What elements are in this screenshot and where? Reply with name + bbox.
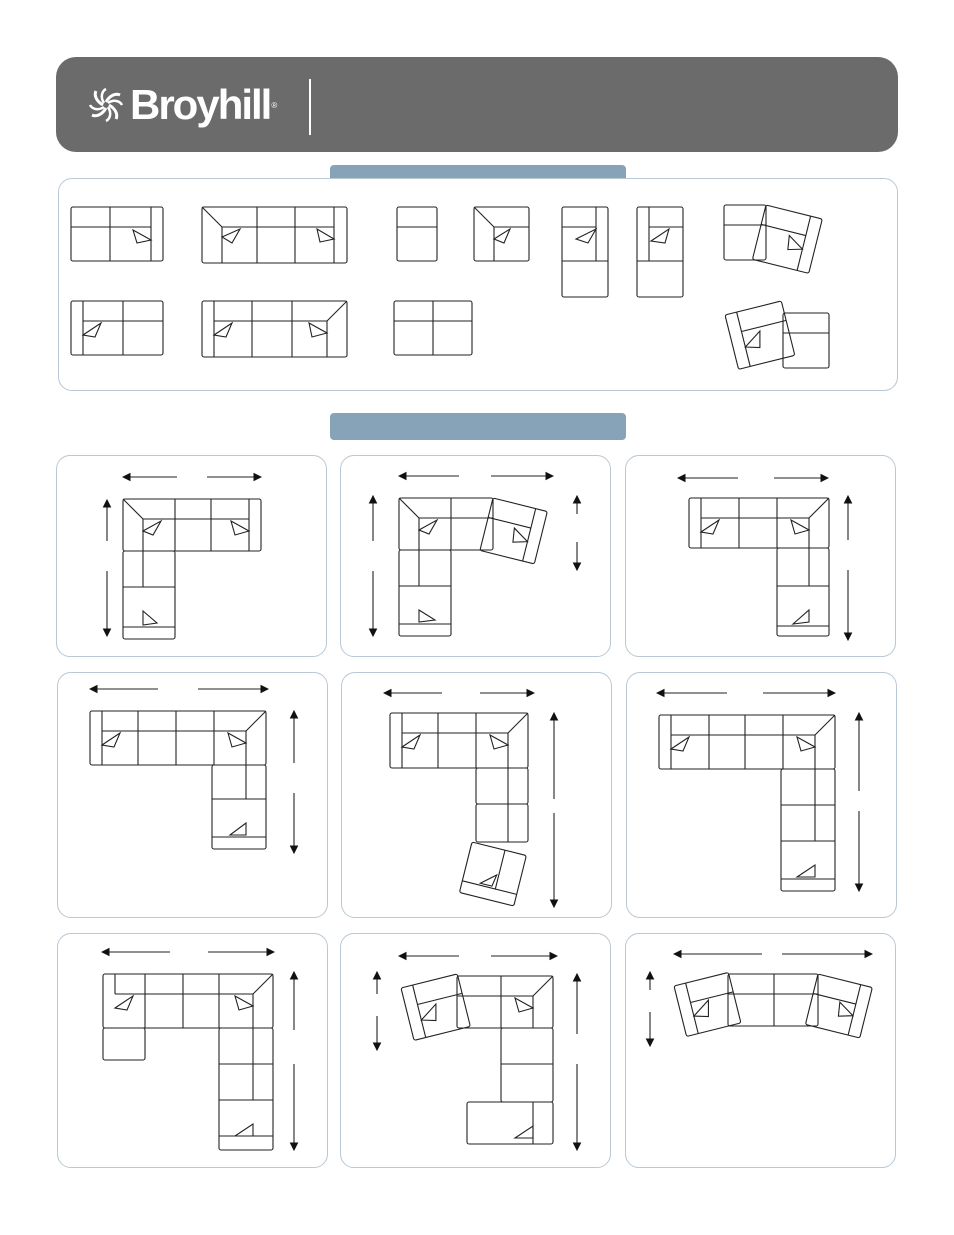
config-panel-7	[57, 933, 328, 1168]
config-panel-3	[625, 455, 896, 657]
piece-laf-chaise	[637, 207, 683, 297]
config-panel-4	[57, 672, 328, 918]
config-2-drawing	[341, 456, 612, 658]
piece-laf-corner-sofa	[202, 207, 347, 263]
config-4-drawing	[58, 673, 329, 919]
config-8-drawing	[341, 934, 612, 1169]
brand-name: Broyhill	[130, 81, 271, 128]
piece-laf-loveseat	[71, 301, 163, 355]
header-divider	[309, 79, 311, 135]
config-3-drawing	[626, 456, 897, 658]
config-panel-6	[626, 672, 897, 918]
header-banner	[56, 57, 898, 152]
piece-raf-chaise	[562, 207, 608, 297]
config-7-drawing	[58, 934, 329, 1169]
config-5-drawing	[342, 673, 613, 919]
piece-angled-loveseat-right	[724, 205, 822, 273]
piece-armless-chair	[397, 207, 437, 261]
config-6-drawing	[627, 673, 898, 919]
piece-raf-corner-sofa	[202, 301, 347, 357]
config-panel-2	[340, 455, 611, 657]
piece-corner	[474, 207, 529, 261]
config-panel-5	[341, 672, 612, 918]
config-panel-1	[56, 455, 327, 657]
config-panel-9	[625, 933, 896, 1168]
piece-armless-loveseat	[394, 301, 472, 355]
brand-logo	[88, 81, 278, 128]
swirl-logo-icon	[88, 87, 124, 123]
registered-mark: ®	[271, 100, 278, 110]
piece-raf-loveseat	[71, 207, 163, 261]
config-1-drawing	[57, 456, 328, 658]
pieces-drawing	[59, 179, 899, 392]
config-9-drawing	[626, 934, 897, 1169]
section-bar-configurations	[330, 413, 626, 440]
pieces-panel	[58, 178, 898, 391]
config-panel-8	[340, 933, 611, 1168]
piece-angled-loveseat-left	[725, 301, 829, 369]
